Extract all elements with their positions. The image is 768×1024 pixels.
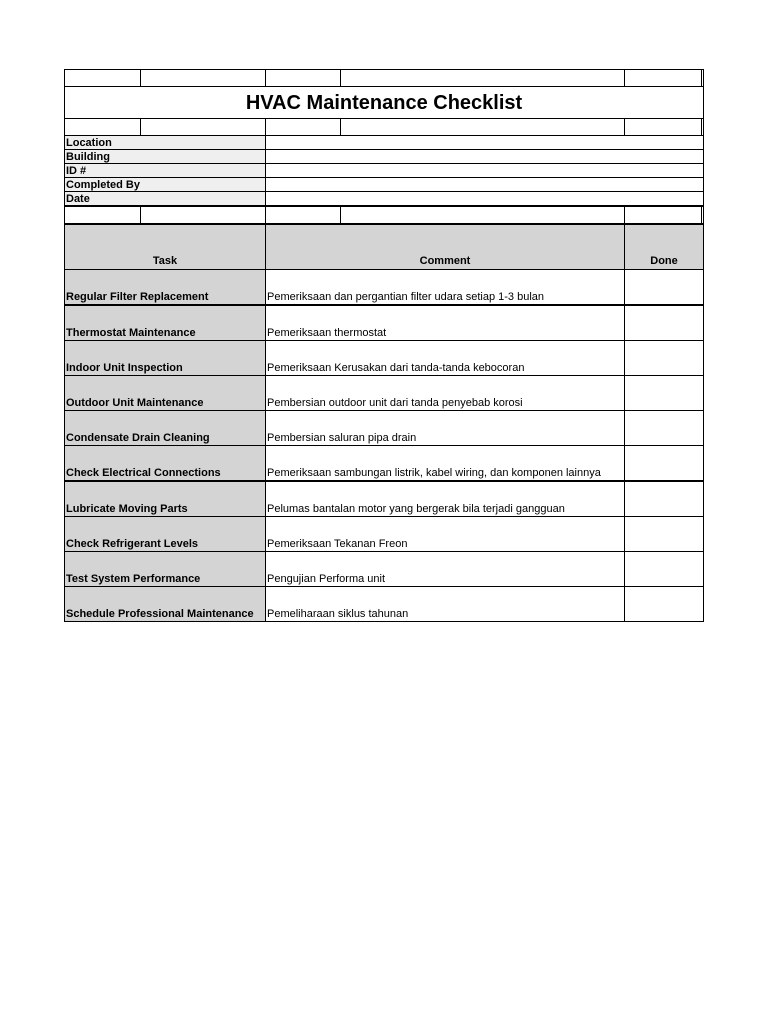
cell[interactable] bbox=[702, 70, 704, 87]
cell[interactable] bbox=[625, 70, 702, 87]
task-name: Schedule Professional Maintenance bbox=[65, 587, 266, 622]
column-header-done: Done bbox=[625, 224, 704, 270]
cell[interactable] bbox=[141, 70, 266, 87]
spacer-row-2 bbox=[65, 119, 704, 136]
info-label: Building bbox=[65, 150, 266, 164]
completed-by-field[interactable] bbox=[266, 178, 704, 192]
done-cell[interactable] bbox=[625, 446, 704, 482]
table-row bbox=[65, 341, 704, 376]
done-cell[interactable] bbox=[625, 305, 704, 341]
spacer-row-top bbox=[65, 70, 704, 87]
table-row bbox=[65, 552, 704, 587]
title-row bbox=[65, 87, 704, 119]
checklist-sheet bbox=[64, 69, 703, 622]
table-row bbox=[65, 517, 704, 552]
table-row bbox=[65, 270, 704, 306]
task-comment: Pemeriksaan sambungan listrik, kabel wiring, dan komponen lainnya bbox=[266, 446, 625, 482]
cell[interactable] bbox=[625, 206, 702, 224]
column-header-task: Task bbox=[65, 224, 266, 270]
id-field[interactable] bbox=[266, 164, 704, 178]
info-label: Date bbox=[65, 192, 266, 207]
task-name: Lubricate Moving Parts bbox=[65, 481, 266, 517]
task-name: Thermostat Maintenance bbox=[65, 305, 266, 341]
task-comment: Pemeliharaan siklus tahunan bbox=[266, 587, 625, 622]
done-cell[interactable] bbox=[625, 481, 704, 517]
info-row-location bbox=[65, 136, 704, 150]
table-row bbox=[65, 481, 704, 517]
cell[interactable] bbox=[65, 70, 141, 87]
cell[interactable] bbox=[141, 119, 266, 136]
task-name: Check Electrical Connections bbox=[65, 446, 266, 482]
task-comment: Pengujian Performa unit bbox=[266, 552, 625, 587]
done-cell[interactable] bbox=[625, 517, 704, 552]
task-comment: Pemeriksaan Tekanan Freon bbox=[266, 517, 625, 552]
cell[interactable] bbox=[266, 119, 341, 136]
cell[interactable] bbox=[625, 119, 702, 136]
date-field[interactable] bbox=[266, 192, 704, 207]
task-name: Regular Filter Replacement bbox=[65, 270, 266, 306]
task-comment: Pelumas bantalan motor yang bergerak bila terjadi gangguan bbox=[266, 481, 625, 517]
task-comment: Pemeriksaan dan pergantian filter udara setiap 1-3 bulan bbox=[266, 270, 625, 306]
cell[interactable] bbox=[341, 70, 625, 87]
table-row bbox=[65, 305, 704, 341]
info-row-date bbox=[65, 192, 704, 207]
task-comment: Pembersian saluran pipa drain bbox=[266, 411, 625, 446]
cell[interactable] bbox=[266, 70, 341, 87]
cell[interactable] bbox=[341, 206, 625, 224]
task-name: Condensate Drain Cleaning bbox=[65, 411, 266, 446]
task-comment: Pemeriksaan Kerusakan dari tanda-tanda kebocoran bbox=[266, 341, 625, 376]
info-row-id bbox=[65, 164, 704, 178]
building-field[interactable] bbox=[266, 150, 704, 164]
cell[interactable] bbox=[266, 206, 341, 224]
cell[interactable] bbox=[65, 119, 141, 136]
checklist-table bbox=[64, 69, 704, 622]
cell[interactable] bbox=[702, 206, 704, 224]
table-row bbox=[65, 376, 704, 411]
page-title: HVAC Maintenance Checklist bbox=[65, 87, 704, 119]
cell[interactable] bbox=[65, 206, 141, 224]
info-row-completed-by bbox=[65, 178, 704, 192]
cell[interactable] bbox=[341, 119, 625, 136]
done-cell[interactable] bbox=[625, 411, 704, 446]
done-cell[interactable] bbox=[625, 552, 704, 587]
table-row bbox=[65, 446, 704, 482]
cell[interactable] bbox=[141, 206, 266, 224]
table-row bbox=[65, 411, 704, 446]
task-name: Test System Performance bbox=[65, 552, 266, 587]
spacer-row-3 bbox=[65, 206, 704, 224]
task-comment: Pembersian outdoor unit dari tanda penyebab korosi bbox=[266, 376, 625, 411]
table-header-row bbox=[65, 224, 704, 270]
info-label: Location bbox=[65, 136, 266, 150]
task-name: Check Refrigerant Levels bbox=[65, 517, 266, 552]
task-name: Indoor Unit Inspection bbox=[65, 341, 266, 376]
cell[interactable] bbox=[702, 119, 704, 136]
done-cell[interactable] bbox=[625, 341, 704, 376]
location-field[interactable] bbox=[266, 136, 704, 150]
task-name: Outdoor Unit Maintenance bbox=[65, 376, 266, 411]
done-cell[interactable] bbox=[625, 270, 704, 306]
info-label: Completed By bbox=[65, 178, 266, 192]
info-label: ID # bbox=[65, 164, 266, 178]
table-row bbox=[65, 587, 704, 622]
done-cell[interactable] bbox=[625, 587, 704, 622]
info-row-building bbox=[65, 150, 704, 164]
done-cell[interactable] bbox=[625, 376, 704, 411]
task-comment: Pemeriksaan thermostat bbox=[266, 305, 625, 341]
column-header-comment: Comment bbox=[266, 224, 625, 270]
